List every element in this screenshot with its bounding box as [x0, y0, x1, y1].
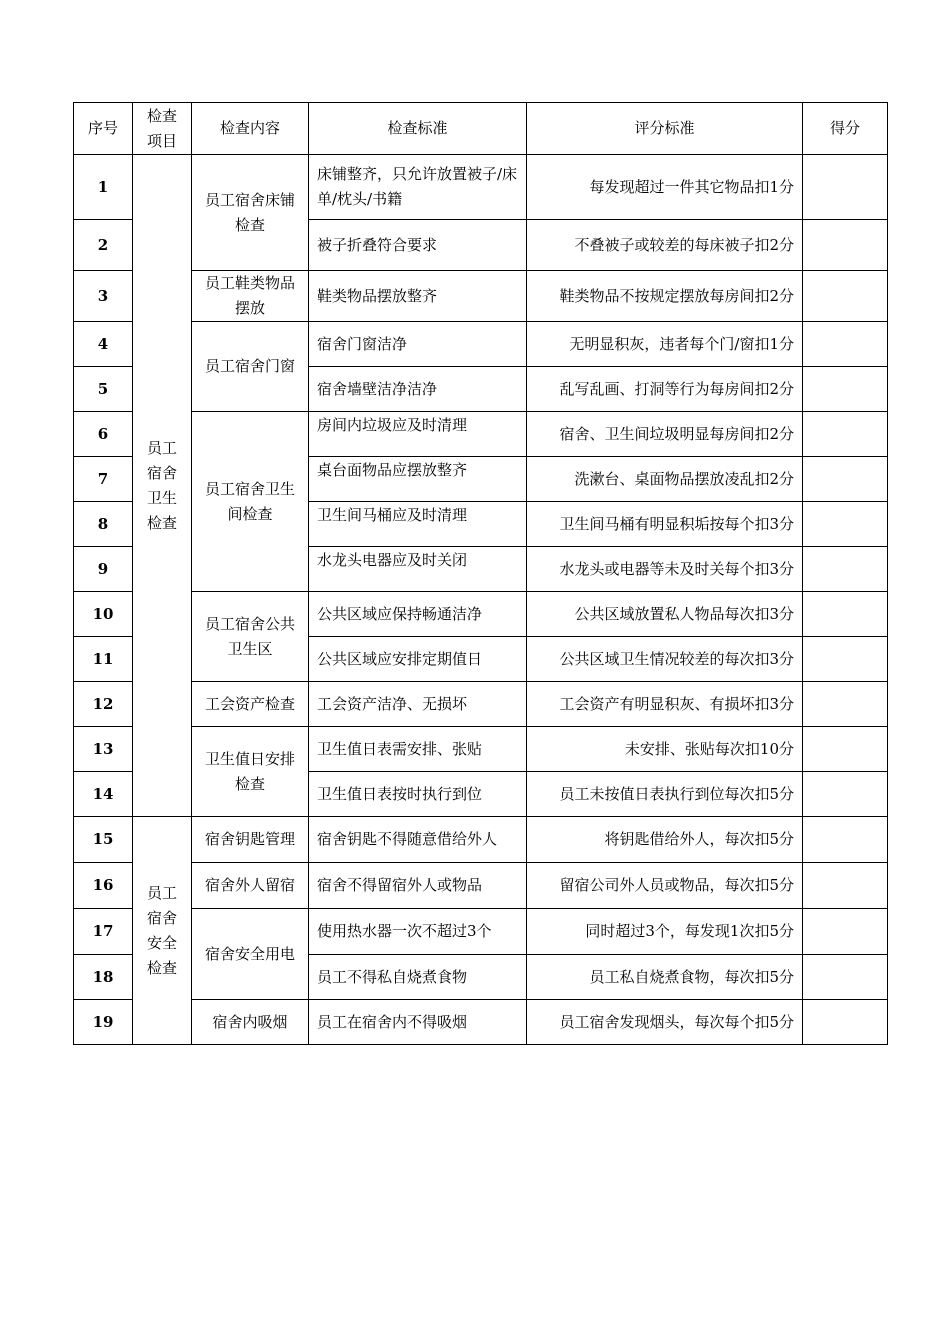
table-row: [74, 322, 888, 367]
standard-cell: 使用热水器一次不超过3个: [309, 909, 527, 955]
score-cell[interactable]: [803, 220, 888, 271]
scoring-cell: 不叠被子或较差的每床被子扣2分: [527, 220, 803, 271]
group-guest: 宿舍外人留宿: [192, 863, 309, 909]
category-hygiene: 员工宿舍卫生检查: [133, 155, 192, 817]
table-row: [74, 592, 888, 637]
group-key: 宿舍钥匙管理: [192, 817, 309, 863]
standard-cell: 卫生值日表需安排、张贴: [309, 727, 527, 772]
row-number: 19: [74, 1000, 133, 1045]
row-number: 17: [74, 909, 133, 955]
row-number: 6: [74, 412, 133, 457]
standard-cell: 宿舍不得留宿外人或物品: [309, 863, 527, 909]
standard-cell: 水龙头电器应及时关闭: [309, 547, 527, 592]
standard-cell: 鞋类物品摆放整齐: [309, 271, 527, 322]
score-cell[interactable]: [803, 271, 888, 322]
table-row: [74, 682, 888, 727]
score-cell[interactable]: [803, 682, 888, 727]
score-cell[interactable]: [803, 155, 888, 220]
scoring-cell: 水龙头或电器等未及时关每个扣3分: [527, 547, 803, 592]
scoring-cell: 鞋类物品不按规定摆放每房间扣2分: [527, 271, 803, 322]
score-cell[interactable]: [803, 863, 888, 909]
standard-cell: 宿舍钥匙不得随意借给外人: [309, 817, 527, 863]
standard-cell: 宿舍门窗洁净: [309, 322, 527, 367]
group-bed: 员工宿舍床铺检查: [192, 155, 309, 271]
score-cell[interactable]: [803, 637, 888, 682]
row-number: 8: [74, 502, 133, 547]
standard-cell: 员工在宿舍内不得吸烟: [309, 1000, 527, 1045]
group-door: 员工宿舍门窗: [192, 322, 309, 412]
scoring-cell: 工会资产有明显积灰、有损坏扣3分: [527, 682, 803, 727]
scoring-cell: 洗漱台、桌面物品摆放凌乱扣2分: [527, 457, 803, 502]
scoring-cell: 乱写乱画、打洞等行为每房间扣2分: [527, 367, 803, 412]
header-scoring: 评分标准: [527, 103, 803, 155]
row-number: 3: [74, 271, 133, 322]
row-number: 14: [74, 772, 133, 817]
header-no: 序号: [74, 103, 133, 155]
standard-cell: 宿舍墙壁洁净洁净: [309, 367, 527, 412]
row-number: 15: [74, 817, 133, 863]
row-number: 2: [74, 220, 133, 271]
category-safety: 员工宿舍安全检查: [133, 817, 192, 1045]
scoring-cell: 宿舍、卫生间垃圾明显每房间扣2分: [527, 412, 803, 457]
table-row: [74, 412, 888, 457]
group-union: 工会资产检查: [192, 682, 309, 727]
score-cell[interactable]: [803, 727, 888, 772]
standard-cell: 桌台面物品应摆放整齐: [309, 457, 527, 502]
standard-cell: 公共区域应保持畅通洁净: [309, 592, 527, 637]
scoring-cell: 无明显积灰，违者每个门/窗扣1分: [527, 322, 803, 367]
table-row: [74, 155, 888, 220]
score-cell[interactable]: [803, 592, 888, 637]
row-number: 18: [74, 955, 133, 1000]
dormitory-inspection-table: [73, 102, 888, 1045]
table-row: [74, 909, 888, 955]
table-row: [74, 727, 888, 772]
row-number: 13: [74, 727, 133, 772]
header-score: 得分: [803, 103, 888, 155]
score-cell[interactable]: [803, 547, 888, 592]
table-row: [74, 817, 888, 863]
score-cell[interactable]: [803, 772, 888, 817]
score-cell[interactable]: [803, 367, 888, 412]
row-number: 1: [74, 155, 133, 220]
scoring-cell: 每发现超过一件其它物品扣1分: [527, 155, 803, 220]
table-row: [74, 863, 888, 909]
score-cell[interactable]: [803, 412, 888, 457]
standard-cell: 卫生值日表按时执行到位: [309, 772, 527, 817]
row-number: 5: [74, 367, 133, 412]
score-cell[interactable]: [803, 502, 888, 547]
table-row: [74, 271, 888, 322]
row-number: 12: [74, 682, 133, 727]
standard-cell: 房间内垃圾应及时清理: [309, 412, 527, 457]
group-shoes: 员工鞋类物品摆放: [192, 271, 309, 322]
scoring-cell: 卫生间马桶有明显积垢按每个扣3分: [527, 502, 803, 547]
scoring-cell: 公共区域卫生情况较差的每次扣3分: [527, 637, 803, 682]
standard-cell: 被子折叠符合要求: [309, 220, 527, 271]
header-content: 检查内容: [192, 103, 309, 155]
score-cell[interactable]: [803, 1000, 888, 1045]
row-number: 7: [74, 457, 133, 502]
header-standard: 检查标准: [309, 103, 527, 155]
score-cell[interactable]: [803, 457, 888, 502]
header-row: [74, 103, 888, 155]
group-bath: 员工宿舍卫生间检查: [192, 412, 309, 592]
group-public: 员工宿舍公共卫生区: [192, 592, 309, 682]
group-smoke: 宿舍内吸烟: [192, 1000, 309, 1045]
scoring-cell: 员工私自烧煮食物，每次扣5分: [527, 955, 803, 1000]
scoring-cell: 员工宿舍发现烟头，每次每个扣5分: [527, 1000, 803, 1045]
scoring-cell: 公共区域放置私人物品每次扣3分: [527, 592, 803, 637]
scoring-cell: 未安排、张贴每次扣10分: [527, 727, 803, 772]
score-cell[interactable]: [803, 909, 888, 955]
standard-cell: 公共区域应安排定期值日: [309, 637, 527, 682]
standard-cell: 员工不得私自烧煮食物: [309, 955, 527, 1000]
row-number: 11: [74, 637, 133, 682]
table-row: [74, 1000, 888, 1045]
scoring-cell: 留宿公司外人员或物品，每次扣5分: [527, 863, 803, 909]
scoring-cell: 将钥匙借给外人，每次扣5分: [527, 817, 803, 863]
scoring-cell: 员工未按值日表执行到位每次扣5分: [527, 772, 803, 817]
standard-cell: 工会资产洁净、无损坏: [309, 682, 527, 727]
score-cell[interactable]: [803, 322, 888, 367]
row-number: 4: [74, 322, 133, 367]
standard-cell: 卫生间马桶应及时清理: [309, 502, 527, 547]
group-duty: 卫生值日安排检查: [192, 727, 309, 817]
header-item: 检查项目: [133, 103, 192, 155]
score-cell[interactable]: [803, 955, 888, 1000]
standard-cell: 床铺整齐，只允许放置被子/床单/枕头/书籍: [309, 155, 527, 220]
group-power: 宿舍安全用电: [192, 909, 309, 1000]
row-number: 10: [74, 592, 133, 637]
row-number: 9: [74, 547, 133, 592]
scoring-cell: 同时超过3个，每发现1次扣5分: [527, 909, 803, 955]
row-number: 16: [74, 863, 133, 909]
score-cell[interactable]: [803, 817, 888, 863]
